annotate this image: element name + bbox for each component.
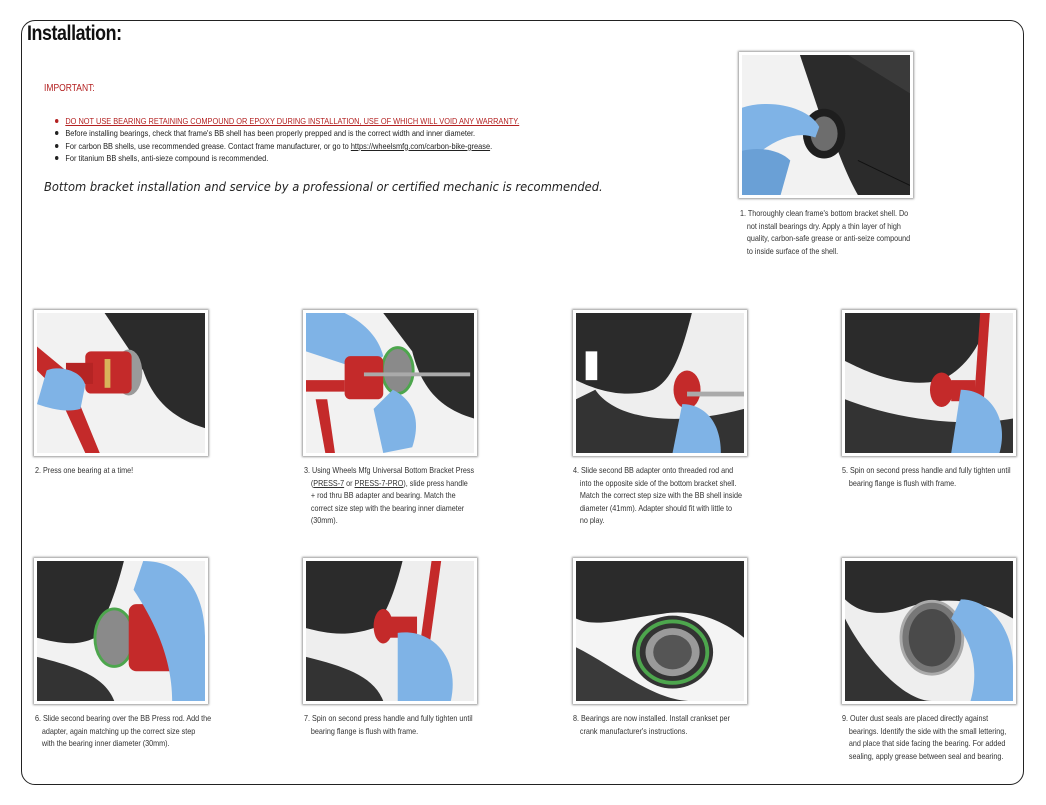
press-7-pro-link[interactable]: PRESS-7-PRO xyxy=(354,477,404,488)
caption-line: diameter (41mm). Adapter should fit with little to xyxy=(579,502,733,513)
caption-line: 8. Bearings are now installed. Install crankset per xyxy=(573,713,730,723)
carbon-bullet-end: . xyxy=(490,140,493,151)
step-8-photo xyxy=(573,558,747,704)
step-3-caption xyxy=(304,464,474,527)
step-2-caption xyxy=(35,464,133,477)
caption-line: to inside surface of the shell. xyxy=(746,245,839,256)
caption-line: 7. Spin on second press handle and fully tighten until xyxy=(304,713,473,723)
warning-bullet: DO NOT USE BEARING RETAINING COMPOUND OR EPOXY DURING INSTALLATION, USE OF WHICH WILL VOID ANY WARRANTY. xyxy=(55,115,519,127)
caption-line: 5. Spin on second press handle and fully tighten until xyxy=(842,465,1011,475)
caption-line: adapter, again matching up the correct size step xyxy=(41,725,196,736)
page-title: Installation: xyxy=(27,22,122,45)
step-7-photo xyxy=(303,558,477,704)
carbon-bullet-text: For carbon BB shells, use recommended grease. Contact frame manufacturer, or go to xyxy=(65,140,351,151)
caption-line: 3. Using Wheels Mfg Universal Bottom Bracket Press xyxy=(304,465,475,475)
step-9-caption xyxy=(842,712,1006,762)
recommendation-note: Bottom bracket installation and service by a professional or certified mechanic is recommended. xyxy=(44,179,603,194)
caption-line: sealing, apply grease between seal and bearing. xyxy=(848,750,1004,761)
step-7-caption xyxy=(304,712,473,737)
caption-line: bearing flange is flush with frame. xyxy=(310,725,419,736)
caption-line: with the bearing inner diameter (30mm). xyxy=(41,738,170,749)
important-list xyxy=(55,115,595,165)
caption-line: not install bearings dry. Apply a thin layer of high xyxy=(746,220,901,231)
caption-line: no play. xyxy=(579,515,605,526)
caption-text: or xyxy=(344,477,355,488)
step-5-photo xyxy=(842,310,1016,456)
step-1-photo xyxy=(739,52,913,198)
caption-line xyxy=(304,477,474,490)
step-6-photo xyxy=(34,558,208,704)
step-4-photo xyxy=(573,310,747,456)
step-5-caption xyxy=(842,464,1011,489)
caption-line: bearings. Identify the side with the small lettering, xyxy=(848,725,1007,736)
prep-bullet: Before installing bearings, check that frame's BB shell has been properly prepped and is the correct width and inner diameter. xyxy=(55,127,519,139)
caption-line: Match the correct step size with the BB shell inside xyxy=(579,490,743,501)
caption-line: 2. Press one bearing at a time! xyxy=(35,465,134,475)
caption-text: ), slide press handle xyxy=(403,477,468,488)
caption-text: ( xyxy=(310,477,314,488)
carbon-grease-link[interactable]: https://wheelsmfg.com/carbon-bike-grease xyxy=(350,140,491,151)
caption-line: 4. Slide second BB adapter onto threaded rod and xyxy=(573,465,734,475)
carbon-bullet xyxy=(55,140,519,152)
caption-line: + rod thru BB adapter and bearing. Match the xyxy=(310,490,456,501)
caption-line: 9. Outer dust seals are placed directly against xyxy=(842,713,989,723)
step-6-caption xyxy=(35,712,211,750)
step-1-caption xyxy=(740,207,910,257)
titanium-bullet: For titanium BB shells, anti-sieze compound is recommended. xyxy=(55,152,519,164)
step-8-caption xyxy=(573,712,730,737)
important-label: IMPORTANT: xyxy=(44,83,95,94)
caption-line: into the opposite side of the bottom bracket shell. xyxy=(579,477,737,488)
step-4-caption xyxy=(573,464,742,527)
step-2-photo xyxy=(34,310,208,456)
caption-line: (30mm). xyxy=(310,515,338,526)
caption-line: and place that side facing the bearing. For added xyxy=(848,738,1006,749)
step-3-photo xyxy=(303,310,477,456)
caption-line: quality, carbon-safe grease or anti-seize compound xyxy=(746,233,911,244)
press-7-link[interactable]: PRESS-7 xyxy=(313,477,345,488)
caption-line: correct size step with the bearing inner diameter xyxy=(310,502,465,513)
caption-line: 1. Thoroughly clean frame's bottom bracket shell. Do xyxy=(740,208,909,218)
caption-line: crank manufacturer's instructions. xyxy=(579,725,688,736)
caption-line: bearing flange is flush with frame. xyxy=(848,477,957,488)
caption-line: 6. Slide second bearing over the BB Press rod. Add the xyxy=(35,713,212,723)
step-9-photo xyxy=(842,558,1016,704)
